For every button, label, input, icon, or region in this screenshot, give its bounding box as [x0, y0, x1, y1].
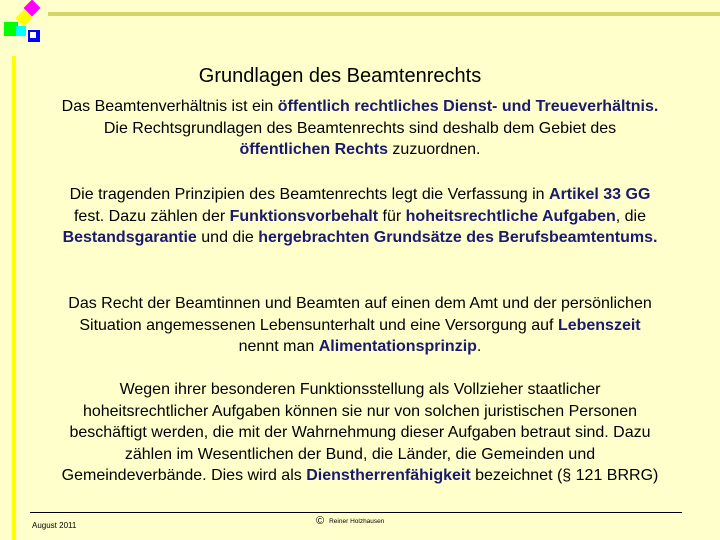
- paragraph-alimentationsprinzip: [60, 293, 660, 358]
- footer-divider: [30, 512, 682, 513]
- highlighted-term: öffentlich rechtliches Dienst- und Treueverhältnis.: [277, 98, 659, 115]
- paragraph-tragende-prinzipien: [60, 184, 660, 249]
- highlighted-term: öffentlichen Rechts: [239, 141, 388, 158]
- highlighted-term: hoheitsrechtliche Aufgaben: [405, 207, 616, 225]
- footer-copyright: [316, 515, 384, 527]
- paragraph-text: Wegen ihrer besonderen Funktionsstellung als Vollzieher staatlicher hoheitsrechtlicher Aufgaben können sie nur von solchen juristischen Personen beschäftigt werden, die mit der Wahrnehmung dieser Aufgaben betraut sind. Dazu zählen im Wesentlichen der Bund, die Länder, die Gemeinden und Gemeindeverbände. Dies wird als: [61, 381, 651, 484]
- paragraph-text: Die Rechtsgrundlagen des Beamtenrechts sind deshalb dem Gebiet des: [103, 119, 617, 137]
- paragraph-text: bezeichnet (§ 121 BRRG): [470, 467, 659, 484]
- paragraph-text: Das Recht der Beamtinnen und Beamten auf einen dem Amt und der persönlichen Situation angemessenen Lebensunterhalt und eine Versorgung auf: [68, 295, 652, 334]
- top-divider: [48, 12, 720, 16]
- paragraph-text: und die: [196, 229, 259, 246]
- highlighted-term: Alimentationsprinzip: [318, 338, 477, 355]
- paragraph-dienst-treueverhaeltnis: [60, 96, 660, 161]
- footer-date: August 2011: [32, 521, 77, 530]
- logo-square-cyan: [16, 26, 26, 36]
- logo-square-white: [30, 32, 36, 38]
- paragraph-text: nennt man: [238, 338, 319, 355]
- paragraph-text: fest. Dazu zählen der: [73, 207, 230, 225]
- highlighted-term: Dienstherrenfähigkeit: [306, 467, 471, 484]
- paragraph-text: Die tragenden Prinzipien des Beamtenrechts legt die Verfassung in: [69, 186, 550, 203]
- logo-square-green: [4, 22, 18, 36]
- paragraph-text: für: [378, 207, 406, 225]
- paragraph-dienstherrenfaehigkeit: [60, 379, 660, 487]
- slide-title: Grundlagen des Beamtenrechts: [198, 65, 482, 87]
- highlighted-term: Bestandsgarantie: [62, 229, 197, 246]
- footer-author: Reiner Holzhausen: [329, 518, 385, 525]
- copyright-symbol: ©: [316, 515, 325, 527]
- colorful-squares-logo: [0, 0, 46, 46]
- paragraph-text: zuzuordnen.: [387, 141, 481, 158]
- highlighted-term: hergebrachten Grundsätze des Berufsbeamtentums.: [258, 229, 658, 246]
- paragraph-text: Das Beamtenverhältnis ist ein: [61, 98, 278, 115]
- highlighted-term: Artikel 33 GG: [549, 186, 651, 203]
- paragraph-text: .: [476, 338, 482, 355]
- paragraph-text: , die: [615, 207, 646, 225]
- left-accent-bar: [12, 56, 16, 540]
- highlighted-term: Funktionsvorbehalt: [229, 207, 379, 225]
- highlighted-term: Lebenszeit: [557, 316, 641, 334]
